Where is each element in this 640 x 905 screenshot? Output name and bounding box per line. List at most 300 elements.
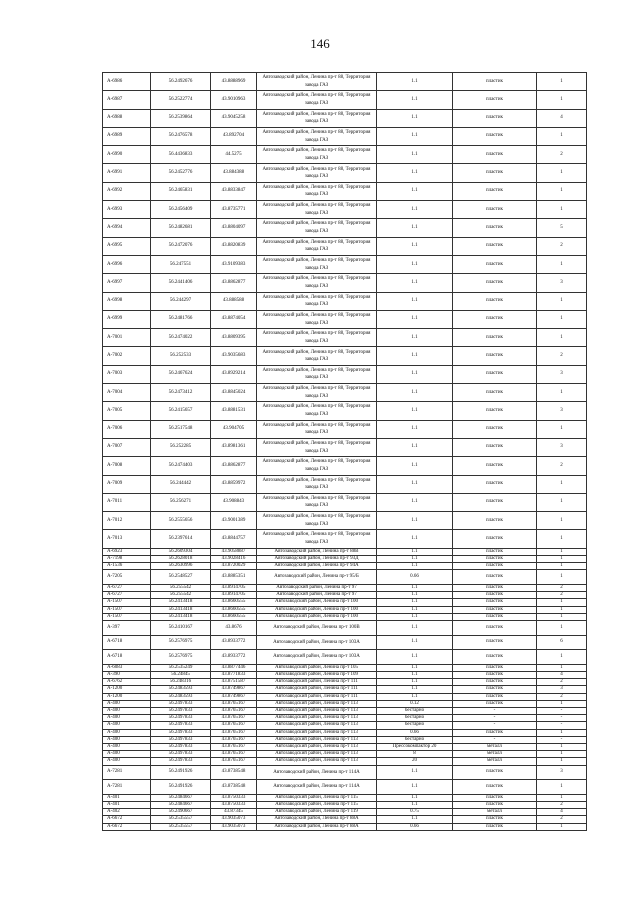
container-material-cell: пластик: [453, 700, 537, 707]
container-material-cell: пластик: [453, 512, 537, 530]
table-row: [103, 563, 587, 570]
container-material-cell: пластик: [453, 73, 537, 91]
container-count-cell: 1: [537, 164, 587, 182]
container-volume-cell: 1.1: [377, 530, 453, 548]
table-row: [103, 91, 587, 109]
longitude-cell: 44.5275: [211, 146, 257, 164]
longitude-cell: 43.9028416: [211, 555, 257, 562]
container-volume-cell: 1.1: [377, 201, 453, 219]
container-material-cell: пластик: [453, 686, 537, 693]
address-cell: Автозаводский район, Ленина пр-т 113: [257, 707, 377, 714]
longitude-cell: 43.8749867: [211, 693, 257, 700]
container-material-cell: пластик: [453, 801, 537, 808]
address-cell: Автозаводский район, Ленина пр-т 103А: [257, 635, 377, 650]
site-id-cell: А-402: [103, 809, 151, 816]
site-id-cell: А-400: [103, 700, 151, 707]
site-id-cell: А-6993: [103, 201, 151, 219]
longitude-cell: 43.8809395: [211, 329, 257, 347]
longitude-cell: 43.8720029: [211, 563, 257, 570]
address-cell: Автозаводский район, Ленина пр-т 88, Территория завода ГАЗ: [257, 255, 377, 273]
longitude-cell: 43.8845024: [211, 384, 257, 402]
container-count-cell: 1: [537, 512, 587, 530]
latitude-cell: 56.2484667: [151, 794, 211, 801]
address-cell: Автозаводский район, Ленина пр-т 113: [257, 722, 377, 729]
address-cell: Автозаводский район, Ленина пр-т 100В: [257, 620, 377, 635]
container-volume-cell: 1.1: [377, 73, 453, 91]
container-count-cell: 3: [537, 365, 587, 383]
site-id-cell: А-6083: [103, 664, 151, 671]
container-material-cell: пластик: [453, 765, 537, 780]
site-id-cell: А-6672: [103, 816, 151, 823]
table-row: [103, 347, 587, 365]
latitude-cell: 56.2474403: [151, 457, 211, 475]
longitude-cell: 43.8751587: [211, 679, 257, 686]
container-material-cell: пластик: [453, 255, 537, 273]
container-count-cell: 4: [537, 109, 587, 127]
container-count-cell: 2: [537, 801, 587, 808]
address-cell: Автозаводский район, Ленина пр-т 113: [257, 736, 377, 743]
table-row: [103, 823, 587, 830]
site-id-cell: А-7006: [103, 420, 151, 438]
container-volume-cell: 1.1: [377, 384, 453, 402]
container-count-cell: 3: [537, 402, 587, 420]
address-cell: Автозаводский район, Ленина пр-т 97: [257, 592, 377, 599]
longitude-cell: 43.8862877: [211, 457, 257, 475]
latitude-cell: 56.252285: [151, 438, 211, 456]
container-material-cell: пластик: [453, 620, 537, 635]
latitude-cell: 56.255542: [151, 584, 211, 591]
latitude-cell: 56.2497833: [151, 707, 211, 714]
address-cell: Автозаводский район, Ленина пр-т 113: [257, 743, 377, 750]
address-cell: Автозаводский район, Ленина пр-т 88, Территория завода ГАЗ: [257, 530, 377, 548]
container-material-cell: пластик: [453, 671, 537, 678]
longitude-cell: 43.8660555: [211, 599, 257, 606]
site-id-cell: А-7003: [103, 365, 151, 383]
site-id-cell: А-6727: [103, 592, 151, 599]
address-cell: Автозаводский район, Ленина пр-т 94А: [257, 563, 377, 570]
container-material-cell: пластик: [453, 365, 537, 383]
address-cell: Автозаводский район, Ленина пр-т 97: [257, 584, 377, 591]
table-row: [103, 686, 587, 693]
container-volume-cell: 1.1: [377, 599, 453, 606]
table-row: [103, 384, 587, 402]
container-count-cell: 1: [537, 530, 587, 548]
table-row: [103, 635, 587, 650]
longitude-cell: 43.8844757: [211, 530, 257, 548]
container-volume-cell: Прессокомпактор 20: [377, 743, 453, 750]
longitude-cell: 43.8750333: [211, 794, 257, 801]
latitude-cell: 56.2492676: [151, 73, 211, 91]
container-volume-cell: 1.1: [377, 438, 453, 456]
latitude-cell: 56.2491926: [151, 780, 211, 795]
latitude-cell: 56.2535249: [151, 664, 211, 671]
table-row: [103, 127, 587, 145]
address-cell: Автозаводский район, Ленина пр-т 88, Территория завода ГАЗ: [257, 475, 377, 493]
container-count-cell: 1: [537, 794, 587, 801]
longitude-cell: 43.8888969: [211, 73, 257, 91]
address-cell: Автозаводский район, Ленина пр-т 95/Б: [257, 570, 377, 585]
container-volume-cell: 1.1: [377, 555, 453, 562]
longitude-cell: 43.8749867: [211, 686, 257, 693]
site-id-cell: А-7004: [103, 384, 151, 402]
container-volume-cell: 1.1: [377, 613, 453, 620]
table-row: [103, 780, 587, 795]
longitude-cell: 43.9010963: [211, 91, 257, 109]
address-cell: Автозаводский район, Ленина пр-т 105: [257, 664, 377, 671]
container-material-cell: пластик: [453, 219, 537, 237]
longitude-cell: 43.8660555: [211, 606, 257, 613]
table-row: [103, 809, 587, 816]
latitude-cell: 56.2413418: [151, 599, 211, 606]
container-volume-cell: 1.1: [377, 91, 453, 109]
longitude-cell: 43.8929214: [211, 365, 257, 383]
address-cell: Автозаводский район, Ленина пр-т 88, Территория завода ГАЗ: [257, 420, 377, 438]
container-material-cell: пластик: [453, 384, 537, 402]
table-row: [103, 758, 587, 765]
address-cell: Автозаводский район, Ленина пр-т 103А: [257, 650, 377, 665]
site-id-cell: А-6923: [103, 548, 151, 555]
longitude-cell: 43.8765167: [211, 758, 257, 765]
latitude-cell: 56.248316: [151, 679, 211, 686]
latitude-cell: 56.2576975: [151, 635, 211, 650]
container-count-cell: -: [537, 736, 587, 743]
address-cell: Автозаводский район, Ленина пр-т 113: [257, 751, 377, 758]
container-count-cell: 1: [537, 823, 587, 830]
latitude-cell: 56.2410167: [151, 620, 211, 635]
container-count-cell: 1: [537, 606, 587, 613]
table-row: [103, 292, 587, 310]
container-volume-cell: бестарно: [377, 707, 453, 714]
address-cell: Автозаводский район, Ленина пр-т 88, Территория завода ГАЗ: [257, 146, 377, 164]
address-cell: Автозаводский район, Ленина пр-т 88, Территория завода ГАЗ: [257, 73, 377, 91]
container-count-cell: 1: [537, 664, 587, 671]
site-id-cell: А-390: [103, 671, 151, 678]
container-volume-cell: 1.1: [377, 693, 453, 700]
table-row: [103, 237, 587, 255]
container-material-cell: пластик: [453, 823, 537, 830]
container-volume-cell: 1.1: [377, 816, 453, 823]
container-count-cell: 1: [537, 329, 587, 347]
address-cell: Автозаводский район, Ленина пр-т 88, Территория завода ГАЗ: [257, 310, 377, 328]
container-volume-cell: 20: [377, 758, 453, 765]
container-count-cell: 1: [537, 570, 587, 585]
container-volume-cell: 1.1: [377, 365, 453, 383]
container-volume-cell: 1.1: [377, 182, 453, 200]
site-id-cell: А-7007: [103, 438, 151, 456]
container-volume-cell: 1.1: [377, 765, 453, 780]
table-row: [103, 73, 587, 91]
container-material-cell: пластик: [453, 729, 537, 736]
longitude-cell: 43.904705: [211, 420, 257, 438]
table-row: [103, 146, 587, 164]
container-material-cell: пластик: [453, 816, 537, 823]
container-count-cell: 1: [537, 613, 587, 620]
address-cell: Автозаводский район, Ленина пр-т 88, Территория завода ГАЗ: [257, 384, 377, 402]
address-cell: Автозаводский район, Ленина пр-т 88, Территория завода ГАЗ: [257, 329, 377, 347]
longitude-cell: 43.8735771: [211, 201, 257, 219]
table-row: [103, 475, 587, 493]
longitude-cell: 43.8877446: [211, 664, 257, 671]
container-volume-cell: 1.1: [377, 347, 453, 365]
latitude-cell: 56.2481766: [151, 310, 211, 328]
site-id-cell: А-6995: [103, 237, 151, 255]
longitude-cell: 43.8660555: [211, 613, 257, 620]
container-volume-cell: 0.66: [377, 570, 453, 585]
container-volume-cell: 1.1: [377, 620, 453, 635]
longitude-cell: 43.8765167: [211, 729, 257, 736]
container-count-cell: 2: [537, 146, 587, 164]
table-row: [103, 671, 587, 678]
table-row: [103, 329, 587, 347]
longitude-cell: 43.8820839: [211, 237, 257, 255]
container-material-cell: пластик: [453, 146, 537, 164]
container-material-cell: пластик: [453, 329, 537, 347]
table-row: [103, 606, 587, 613]
latitude-cell: 56.2413418: [151, 613, 211, 620]
site-id-cell: А-400: [103, 736, 151, 743]
container-material-cell: -: [453, 707, 537, 714]
container-volume-cell: 0.75: [377, 809, 453, 816]
container-material-cell: -: [453, 736, 537, 743]
latitude-cell: 56.2452776: [151, 164, 211, 182]
table-row: [103, 650, 587, 665]
table-row: [103, 599, 587, 606]
container-count-cell: -: [537, 707, 587, 714]
container-count-cell: 2: [537, 592, 587, 599]
table-row: [103, 620, 587, 635]
container-count-cell: 4: [537, 671, 587, 678]
address-cell: Автозаводский район, Ленина пр-т 113: [257, 758, 377, 765]
container-material-cell: пластик: [453, 493, 537, 511]
site-id-cell: А-7205: [103, 570, 151, 585]
container-volume-cell: 1.1: [377, 146, 453, 164]
container-volume-cell: 1.1: [377, 475, 453, 493]
table-row: [103, 765, 587, 780]
longitude-cell: 43.9058887: [211, 548, 257, 555]
table-row: [103, 729, 587, 736]
container-volume-cell: 1.1: [377, 255, 453, 273]
container-count-cell: 1: [537, 758, 587, 765]
address-cell: Автозаводский район, Ленина пр-т 88, Территория завода ГАЗ: [257, 493, 377, 511]
site-id-cell: А-1507: [103, 599, 151, 606]
table-row: [103, 201, 587, 219]
container-material-cell: пластик: [453, 693, 537, 700]
container-volume-cell: 1.1: [377, 292, 453, 310]
container-material-cell: пластик: [453, 664, 537, 671]
address-cell: Автозаводский район, Ленина пр-т 113: [257, 715, 377, 722]
container-count-cell: 1: [537, 384, 587, 402]
site-id-cell: А-400: [103, 743, 151, 750]
site-id-cell: А-7009: [103, 475, 151, 493]
table-row: [103, 438, 587, 456]
site-id-cell: А-6672: [103, 823, 151, 830]
longitude-cell: 43.8765167: [211, 743, 257, 750]
container-volume-cell: бестарно: [377, 715, 453, 722]
container-material-cell: пластик: [453, 570, 537, 585]
latitude-cell: 56.2415657: [151, 402, 211, 420]
container-count-cell: 4: [537, 809, 587, 816]
site-id-cell: А-1507: [103, 613, 151, 620]
container-volume-cell: 1.1: [377, 127, 453, 145]
container-count-cell: 1: [537, 127, 587, 145]
address-cell: Автозаводский район, Ленина пр-т 100: [257, 606, 377, 613]
latitude-cell: 56.2474022: [151, 329, 211, 347]
longitude-cell: 43.8981361: [211, 438, 257, 456]
site-id-cell: А-6990: [103, 146, 151, 164]
container-material-cell: пластик: [453, 310, 537, 328]
container-count-cell: 3: [537, 765, 587, 780]
container-material-cell: пластик: [453, 530, 537, 548]
site-id-cell: А-400: [103, 715, 151, 722]
latitude-cell: 56.2555656: [151, 512, 211, 530]
container-volume-cell: 1.1: [377, 329, 453, 347]
container-count-cell: 1: [537, 201, 587, 219]
container-volume-cell: 1.1: [377, 219, 453, 237]
container-count-cell: 2: [537, 237, 587, 255]
container-material-cell: пластик: [453, 347, 537, 365]
site-id-cell: А-1507: [103, 606, 151, 613]
address-cell: Автозаводский район, Ленина пр-т 88, Территория завода ГАЗ: [257, 201, 377, 219]
container-volume-cell: 1.1: [377, 274, 453, 292]
address-cell: Автозаводский район, Ленина пр-т 111: [257, 679, 377, 686]
container-volume-cell: 0.12: [377, 700, 453, 707]
latitude-cell: 56.2483593: [151, 693, 211, 700]
longitude-cell: 43.8914705: [211, 584, 257, 591]
table-row: [103, 310, 587, 328]
container-volume-cell: 1.1: [377, 679, 453, 686]
longitude-cell: 43.9035683: [211, 347, 257, 365]
site-id-cell: А-7013: [103, 530, 151, 548]
table-row: [103, 457, 587, 475]
latitude-cell: 56.2497833: [151, 743, 211, 750]
site-id-cell: А-6987: [103, 91, 151, 109]
latitude-cell: 56.2497833: [151, 758, 211, 765]
latitude-cell: 56.2490667: [151, 809, 211, 816]
address-cell: Автозаводский район, Ленина пр-т 100: [257, 599, 377, 606]
container-material-cell: пластик: [453, 274, 537, 292]
latitude-cell: 56.2628018: [151, 555, 211, 562]
latitude-cell: 56.2482681: [151, 219, 211, 237]
table-row: [103, 365, 587, 383]
longitude-cell: 43.87345: [211, 809, 257, 816]
table-row: [103, 693, 587, 700]
longitude-cell: 43.8765167: [211, 722, 257, 729]
container-material-cell: пластик: [453, 548, 537, 555]
site-id-cell: А-7001: [103, 329, 151, 347]
longitude-cell: 43.888588: [211, 292, 257, 310]
site-id-cell: А-6994: [103, 219, 151, 237]
table-row: [103, 613, 587, 620]
longitude-cell: 43.8750333: [211, 801, 257, 808]
latitude-cell: 56.2472076: [151, 237, 211, 255]
latitude-cell: 56.2483593: [151, 686, 211, 693]
latitude-cell: 56.2476578: [151, 127, 211, 145]
container-material-cell: пластик: [453, 635, 537, 650]
site-id-cell: А-401: [103, 801, 151, 808]
address-cell: Автозаводский район, Ленина пр-т 88, Территория завода ГАЗ: [257, 109, 377, 127]
site-id-cell: А-6718: [103, 635, 151, 650]
latitude-cell: 56.2473412: [151, 384, 211, 402]
address-cell: Автозаводский район, Ленина пр-т 88А: [257, 823, 377, 830]
latitude-cell: 56.2491926: [151, 765, 211, 780]
latitude-cell: 56.2517548: [151, 420, 211, 438]
latitude-cell: 56.2497833: [151, 729, 211, 736]
table-row: [103, 743, 587, 750]
site-id-cell: А-6998: [103, 292, 151, 310]
table-row: [103, 722, 587, 729]
latitude-cell: 56.252533: [151, 347, 211, 365]
longitude-cell: 43.8765167: [211, 751, 257, 758]
latitude-cell: 56.2609304: [151, 548, 211, 555]
table-row: [103, 512, 587, 530]
latitude-cell: 56.2456409: [151, 201, 211, 219]
container-volume-cell: 1.1: [377, 310, 453, 328]
container-material-cell: -: [453, 715, 537, 722]
container-volume-cell: 1.1: [377, 794, 453, 801]
longitude-cell: 43.8862877: [211, 274, 257, 292]
table-row: [103, 715, 587, 722]
latitude-cell: 56.2465831: [151, 182, 211, 200]
container-volume-cell: 1.1: [377, 584, 453, 591]
site-id-cell: А-6989: [103, 127, 151, 145]
address-cell: Автозаводский район, Ленина пр-т 88, Территория завода ГАЗ: [257, 365, 377, 383]
container-count-cell: 2: [537, 816, 587, 823]
container-count-cell: 2: [537, 679, 587, 686]
address-cell: Автозаводский район, Ленина пр-т 88, Территория завода ГАЗ: [257, 237, 377, 255]
latitude-cell: 56.2548527: [151, 570, 211, 585]
container-count-cell: 2: [537, 584, 587, 591]
latitude-cell: 56.2484667: [151, 801, 211, 808]
container-count-cell: 1: [537, 548, 587, 555]
table-row: [103, 664, 587, 671]
container-material-cell: металл: [453, 751, 537, 758]
longitude-cell: 43.8833847: [211, 182, 257, 200]
address-cell: Автозаводский район, Ленина пр-т 93Д: [257, 555, 377, 562]
container-material-cell: пластик: [453, 794, 537, 801]
longitude-cell: 43.8765167: [211, 707, 257, 714]
longitude-cell: 43.8765167: [211, 715, 257, 722]
site-id-cell: А-7012: [103, 512, 151, 530]
container-volume-cell: 1.1: [377, 512, 453, 530]
table-row: [103, 801, 587, 808]
latitude-cell: 56.244297: [151, 292, 211, 310]
container-material-cell: пластик: [453, 182, 537, 200]
container-count-cell: 1: [537, 493, 587, 511]
table-row: [103, 274, 587, 292]
address-cell: Автозаводский район, Ленина пр-т 111: [257, 693, 377, 700]
container-count-cell: 1: [537, 620, 587, 635]
latitude-cell: 56.2535557: [151, 823, 211, 830]
latitude-cell: 56.2467624: [151, 365, 211, 383]
site-id-cell: А-6992: [103, 182, 151, 200]
container-material-cell: пластик: [453, 679, 537, 686]
site-id-cell: А-7005: [103, 402, 151, 420]
container-volume-cell: 1.1: [377, 402, 453, 420]
container-volume-cell: 1.1: [377, 780, 453, 795]
address-cell: Автозаводский район, Ленина пр-т 88, Территория завода ГАЗ: [257, 164, 377, 182]
site-id-cell: А-6727: [103, 584, 151, 591]
table-row: [103, 109, 587, 127]
container-count-cell: 1: [537, 563, 587, 570]
address-cell: Автозаводский район, Ленина пр-т 88, Территория завода ГАЗ: [257, 347, 377, 365]
container-count-cell: 1: [537, 475, 587, 493]
longitude-cell: 43.9001389: [211, 512, 257, 530]
site-id-cell: А-7198: [103, 555, 151, 562]
container-count-cell: 2: [537, 457, 587, 475]
longitude-cell: 43.8933772: [211, 650, 257, 665]
container-material-cell: пластик: [453, 613, 537, 620]
site-id-cell: А-400: [103, 707, 151, 714]
